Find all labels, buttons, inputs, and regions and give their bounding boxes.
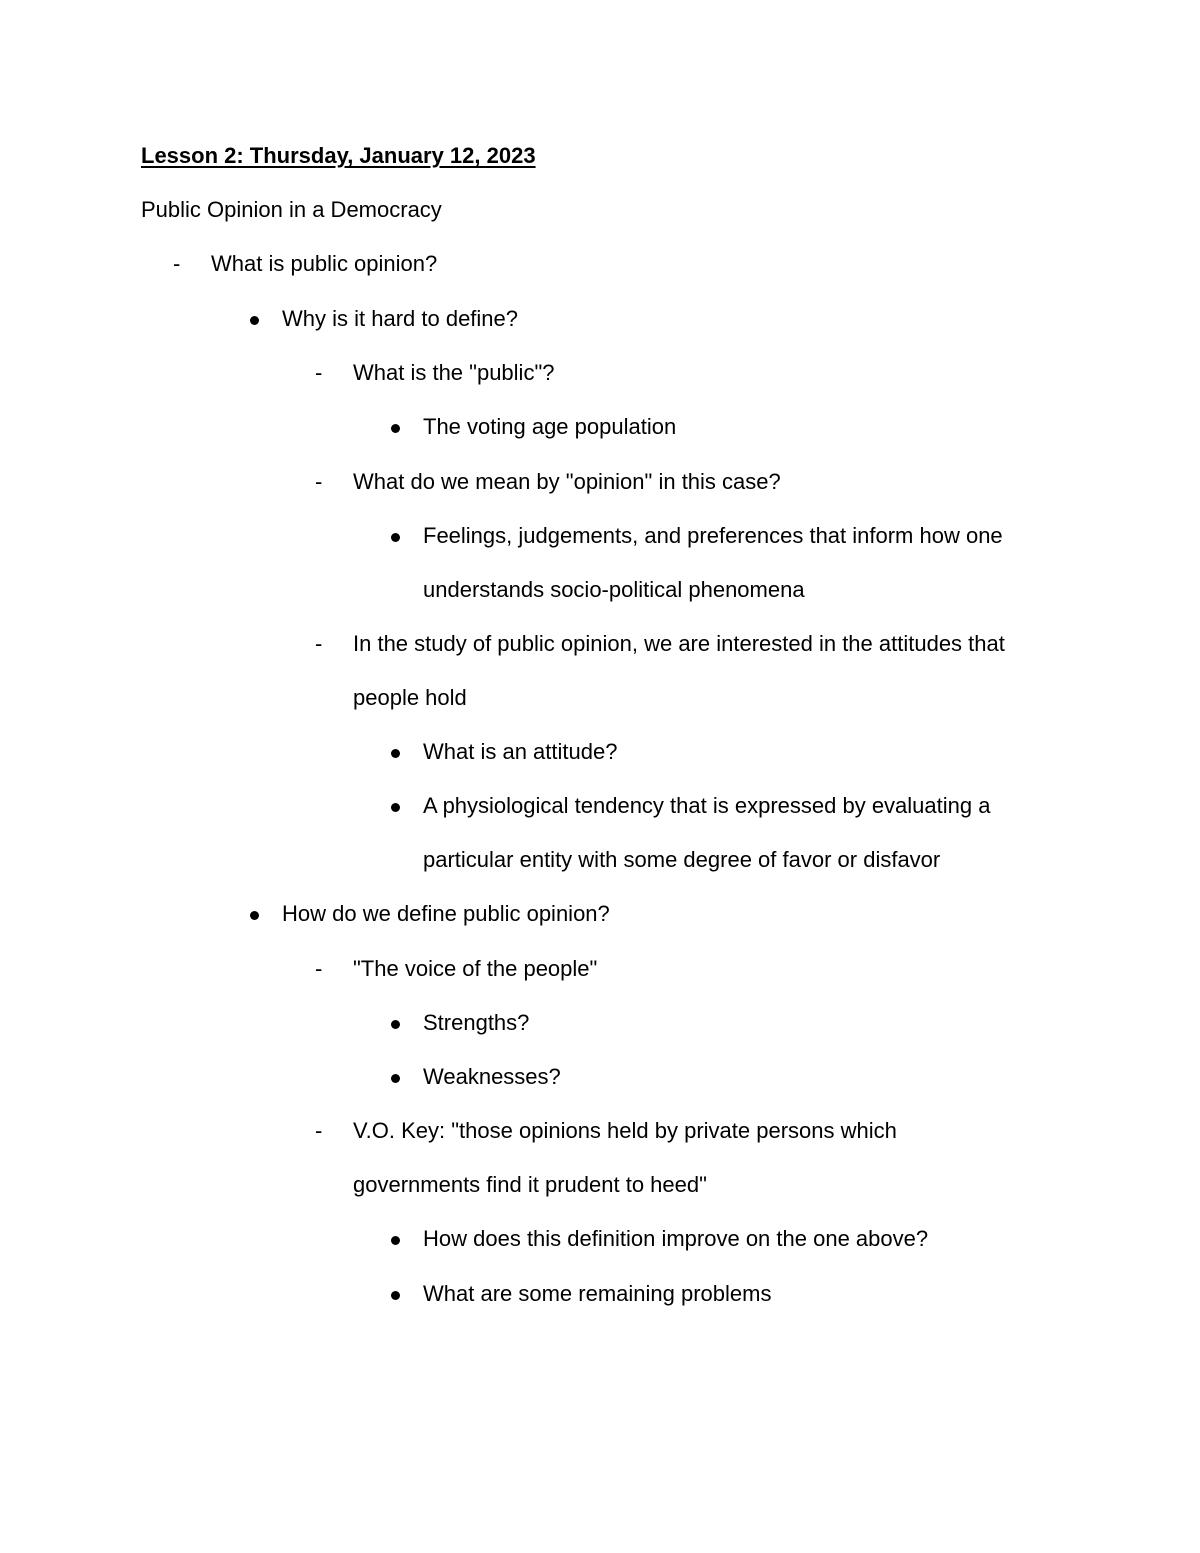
list-item: What do we mean by "opinion" in this case? (353, 469, 781, 494)
bullet-icon (250, 911, 259, 920)
list-item: What is an attitude? (423, 739, 618, 764)
list-item-continuation: particular entity with some degree of favor or disfavor (423, 847, 941, 872)
list-item: Why is it hard to define? (282, 306, 519, 331)
bullet-icon (391, 1236, 400, 1245)
bullet-icon (250, 316, 259, 325)
bullet-icon (391, 533, 400, 542)
list-item-continuation: people hold (353, 685, 467, 710)
list-item: How does this definition improve on the one above? (423, 1226, 929, 1251)
bullet-icon (391, 803, 400, 812)
list-item: "The voice of the people" (353, 956, 598, 981)
dash-marker: - (315, 631, 323, 656)
list-item: What is public opinion? (211, 251, 438, 276)
dash-marker: - (173, 251, 181, 276)
list-item: Strengths? (423, 1010, 530, 1035)
list-item: Weaknesses? (423, 1064, 561, 1089)
list-item: Feelings, judgements, and preferences that inform how one (423, 523, 1003, 548)
list-item: A physiological tendency that is expressed by evaluating a (423, 793, 991, 818)
list-item-continuation: understands socio-political phenomena (423, 577, 805, 602)
bullet-icon (391, 1074, 400, 1083)
dash-marker: - (315, 1118, 323, 1143)
list-item: V.O. Key: "those opinions held by private persons which (353, 1118, 897, 1143)
list-item: What is the "public"? (353, 360, 555, 385)
list-item: In the study of public opinion, we are interested in the attitudes that (353, 631, 1005, 656)
section-heading: Public Opinion in a Democracy (141, 197, 442, 222)
bullet-icon (391, 1020, 400, 1029)
list-item: What are some remaining problems (423, 1281, 772, 1306)
bullet-icon (391, 424, 400, 433)
dash-marker: - (315, 469, 323, 494)
bullet-icon (391, 1291, 400, 1300)
dash-marker: - (315, 956, 323, 981)
dash-marker: - (315, 360, 323, 385)
list-item: How do we define public opinion? (282, 901, 610, 926)
bullet-icon (391, 749, 400, 758)
list-item: The voting age population (423, 414, 677, 439)
lesson-title: Lesson 2: Thursday, January 12, 2023 (141, 143, 536, 168)
list-item-continuation: governments find it prudent to heed" (353, 1172, 707, 1197)
